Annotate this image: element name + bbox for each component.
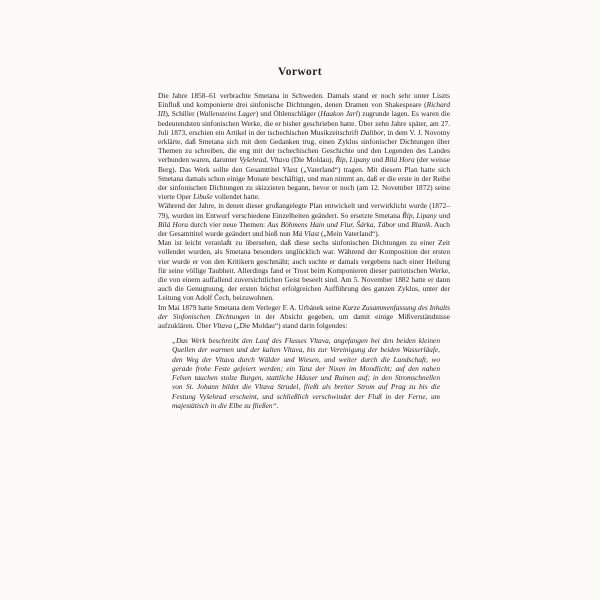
p1-text-3: ) und Öhlenschläger (: [255, 109, 321, 119]
p2-text-2: und: [436, 210, 450, 220]
p1-italic-3: Haakon Jarl: [320, 109, 358, 119]
quote-text: „Das Werk beschreibt den Lauf des Flusses Vltava, angefangen bei den beiden kleinen Quellen der warmen und der kalten Vltava, bis zur Vereinigung der beiden Wasserläufe, den Weg der Vltava durch Wälder und Wiesen, und weiter durch die Landschaft, wo gerade frohe Feste gefeiert werden; ein Tanz der Nixen im Mondlicht; auf den nahen Felsen tauchen stolze Burgen, stattliche Häuser und Ruinen auf; in den Stromschnellen von St. Johann bildet die Vltava Strudel, fließt als breiter Strom auf Prag zu bis die Festung Vyšehrad erscheint, und schließlich verschwindet der Fluß in der Ferne, um majestätisch in die Elbe zu fließen“.: [172, 336, 440, 410]
p4-italic-1: Kurze Zusammenfassung des Inhalts der Sinfonischen Dichtungen: [158, 302, 450, 321]
block-quote: [172, 336, 440, 410]
p2-italic-5: Má Vlast: [292, 229, 320, 239]
p1-italic-1: Richard III: [158, 100, 450, 119]
p1-text-2: ), Schiller (: [165, 109, 200, 119]
page-title: Vorwort: [278, 66, 322, 78]
p1-text-6: (Die Moldau),: [289, 155, 336, 165]
p4-text-3: („Die Moldau“) stand darin folgendes:: [232, 321, 348, 331]
paragraph-1: [158, 91, 450, 201]
body-text: [158, 91, 450, 410]
p2-text-3: durch vier neue Themen:: [188, 219, 268, 229]
p1-italic-2: Wallensteins Lager: [199, 109, 256, 119]
p1-italic-7: Bílá Hora: [384, 155, 415, 165]
p2-text-6: („Mein Vaterland“).: [319, 229, 380, 239]
p1-text-5: , in dem V. J. Novotny erklärte, daß Smetana sich mit dem Gedanken trug, einen Zyklus sinfonischer Dichtungen über Themen zu schreiben, die eng mit der tschechischen Geschichte und den Legenden des Landes verbunden waren, darunter: [158, 127, 451, 165]
p1-italic-4: Dalibor: [360, 127, 384, 137]
p1-text-4: ) zugrunde lagen. Es waren die bedeutendsten sinfonischen Werke, die er bisher geschrieben hatte. Über zehn Jahre später, am 27. Juli 1873, erschien ein Artikel in der tschechischen Musikzeitschrift: [158, 109, 451, 137]
p1-italic-8: Vlast: [282, 164, 298, 174]
p2-italic-1: Říp, Lipany: [402, 210, 437, 220]
p4-italic-2: Vltava: [212, 321, 233, 331]
p2-text-1: Während der Jahre, in denen dieser großangelegte Plan entwickelt und verwirklicht wurde (1872–79), wurden im Entwurf verschiedene Einzelheiten geändert. So ersetzte Smetana: [158, 201, 450, 220]
p2-italic-4: Blaník: [411, 219, 431, 229]
p1-italic-9: Libuše: [193, 192, 213, 202]
p4-text-2: in der Absicht gegeben, um damit einige Mißverständnisse aufzuklären. Über: [158, 311, 450, 331]
p1-text-7: und: [369, 155, 385, 165]
p1-text-9: („Vaterland“) tragen. Mit diesem Plan hatte sich Smetana damals schon einige Monate beschäftigt, und man nimmt an, daß er die erste in der Reihe der sinfonischen Dichtungen zu skizzieren begann, bevor er noch (am 12. November 1872) seine vierte Oper: [158, 164, 450, 202]
paragraph-2: [158, 201, 450, 238]
p1-italic-6: Říp, Lipany: [335, 155, 370, 165]
paragraph-4: [158, 303, 450, 331]
p1-text-8: (der weisse Berg). Das Werk sollte den Gesamttitel: [158, 155, 451, 174]
paragraph-3: Man ist leicht veranlaßt zu übersehen, daß diese sechs sinfonischen Dichtungen zu einer Zeit vollendet wurden, als Smetana besonders unglücklich war. Während der Komposition der ersten vier wurde er von den Kritikern geschmäht; auch suchte er damals vergebens nach einer Heilung für seine völlige Taubheit. Allerdings fand er Trost beim Komponieren dieser patriotischen Werke, die von einem auffallend zuversichtlichen Geist beseelt sind. Am 5. November 1882 hatte er dann auch die Genugtuung, der ersten höchst erfolgreichen Aufführung des ganzen Zyklus, unter der Leitung von Adolf Čech, beizuwohnen.: [158, 238, 450, 303]
p2-text-4: und: [395, 219, 412, 229]
p1-text-1: Die Jahre 1858–61 verbrachte Smetana in Schweden. Damals stand er noch sehr unter Liszts Einfluß und komponierte drei sinfonische Dichtungen, denen Dramen von Shakespeare (: [158, 91, 450, 110]
p4-text-1: Im Mai 1879 hatte Smetana dem Verleger F. A. Urbánek seine: [158, 302, 343, 312]
p2-text-5: . Auch der Gesamttitel wurde geändert und hieß nun: [158, 219, 450, 239]
p2-italic-2: Bílá Hora: [158, 219, 189, 229]
p2-italic-3: Aus Böhmens Hain und Flur, Šárka, Tábor: [267, 219, 396, 229]
p1-italic-5: Vyšehrad, Vltava: [239, 155, 290, 165]
p1-text-10: vollendet hatte.: [212, 192, 260, 202]
